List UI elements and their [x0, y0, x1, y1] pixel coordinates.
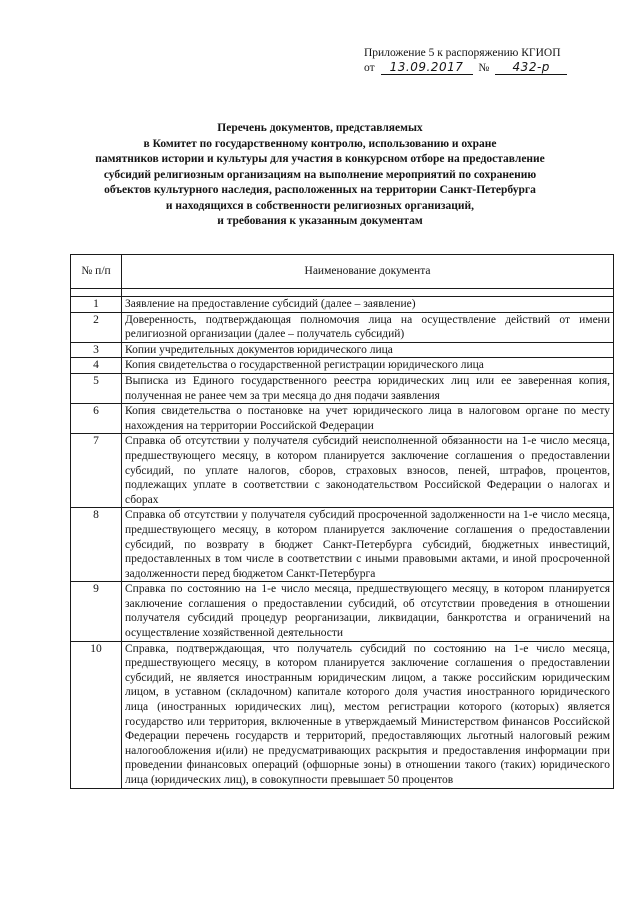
from-label: от	[364, 62, 375, 74]
table-row	[71, 342, 614, 358]
row-document-name: Справка об отсутствии у получателя субсидий просроченной задолженности на 1-е число месяца, предшествующего месяцу, в котором планируется заключение соглашения о предоставлении субсидий, по возврату в бюджет Санкт-Петербурга субсидий, бюджетных инвестиций, предоставленных в том числе в соответствии с иными правовыми актами, и иной просроченной задолженности перед бюджетом Санкт-Петербурга	[122, 508, 614, 582]
row-number: 3	[71, 342, 122, 358]
table-row	[71, 312, 614, 342]
row-document-name: Справка об отсутствии у получателя субсидий неисполненной обязанности на 1-е число месяца, предшествующего месяцу, в котором планируется заключение соглашения о предоставлении субсидий, по уплате налогов, сборов, страховых взносов, пеней, штрафов, процентов, подлежащих уплате в соответствии с законодательством Российской Федерации о налогах и сборах	[122, 434, 614, 508]
header-document-name: Наименование документа	[122, 255, 614, 289]
row-document-name: Копия свидетельства о государственной регистрации юридического лица	[122, 358, 614, 374]
table-row	[71, 358, 614, 374]
row-number: 5	[71, 373, 122, 403]
row-number: 9	[71, 582, 122, 641]
row-number: 2	[71, 312, 122, 342]
table-row	[71, 641, 614, 788]
row-document-name: Копия свидетельства о постановке на учет юридического лица в налоговом органе по месту нахождения на территории Российской Федерации	[122, 404, 614, 434]
document-title	[60, 121, 580, 230]
table-header-row	[71, 255, 614, 289]
table-row	[71, 434, 614, 508]
table-row	[71, 297, 614, 313]
title-line: памятников истории и культуры для участия в конкурсном отборе на предоставление	[95, 153, 545, 165]
title-line: объектов культурного наследия, расположенных на территории Санкт-Петербурга	[104, 184, 536, 196]
row-document-name: Справка, подтверждающая, что получатель субсидий по состоянию на 1-е число месяца, предшествующего месяцу, в котором планируется заключение соглашения о предоставлении субсидий, не является иностранным юридическим лицом, а также российским юридическим лицом, в уставном (складочном) капитале которого доля участия иностранного юридического лица (иностранных юридических лиц), местом регистрации которого (которых) является государство или территория, включенные в утверждаемый Министерством финансов Российской Федерации перечень государств и территорий, предоставляющих льготный налоговый режим налогообложения и(или) не предусматривающих раскрытия и предоставления информации при проведении финансовых операций (офшорные зоны) в отношении такого (таких) юридического лица (юридических лиц), в совокупности превышает 50 процентов	[122, 641, 614, 788]
title-line: субсидий религиозным организациям на выполнение мероприятий по сохранению	[103, 168, 537, 181]
handwritten-date: 13.09.2017	[381, 61, 473, 75]
row-document-name: Справка по состоянию на 1-е число месяца, предшествующего месяцу, в котором планируется заключение соглашения о предоставлении субсидий, об отсутствии проведения в отношении получателя субсидий процедур реорганизации, ликвидации, банкротства и ограничений на осуществление хозяйственной деятельности	[122, 582, 614, 641]
row-document-name: Выписка из Единого государственного реестра юридических лиц или ее заверенная копия, полученная не ранее чем за три месяца до дня подачи заявления	[122, 373, 614, 403]
header-number: № п/п	[71, 255, 122, 289]
row-number: 10	[71, 641, 122, 788]
row-number: 1	[71, 297, 122, 313]
table-row	[71, 582, 614, 641]
row-document-name: Заявление на предоставление субсидий (далее – заявление)	[122, 297, 614, 313]
table-row	[71, 373, 614, 403]
documents-table	[70, 254, 614, 789]
row-document-name: Доверенность, подтверждающая полномочия лица на осуществление действий от имени религиозной организации (далее – получатель субсидий)	[122, 312, 614, 342]
appendix-title: Приложение 5 к распоряжению КГИОП	[364, 47, 561, 59]
row-document-name: Копии учредительных документов юридического лица	[122, 342, 614, 358]
table-row	[71, 404, 614, 434]
appendix-note	[364, 46, 614, 75]
handwritten-number: 432-р	[495, 61, 567, 75]
row-number: 8	[71, 508, 122, 582]
appendix-date-line	[364, 61, 614, 75]
title-line: Перечень документов, представляемых	[217, 122, 423, 134]
table-row	[71, 508, 614, 582]
title-line: и требования к указанным документам	[217, 215, 423, 227]
table-spacer-row	[71, 289, 614, 297]
row-number: 7	[71, 434, 122, 508]
row-number: 6	[71, 404, 122, 434]
row-number: 4	[71, 358, 122, 374]
number-label: №	[478, 62, 490, 74]
title-line: и находящихся в собственности религиозных организаций,	[165, 199, 475, 212]
title-line: в Комитет по государственному контролю, использованию и охране	[143, 137, 497, 150]
